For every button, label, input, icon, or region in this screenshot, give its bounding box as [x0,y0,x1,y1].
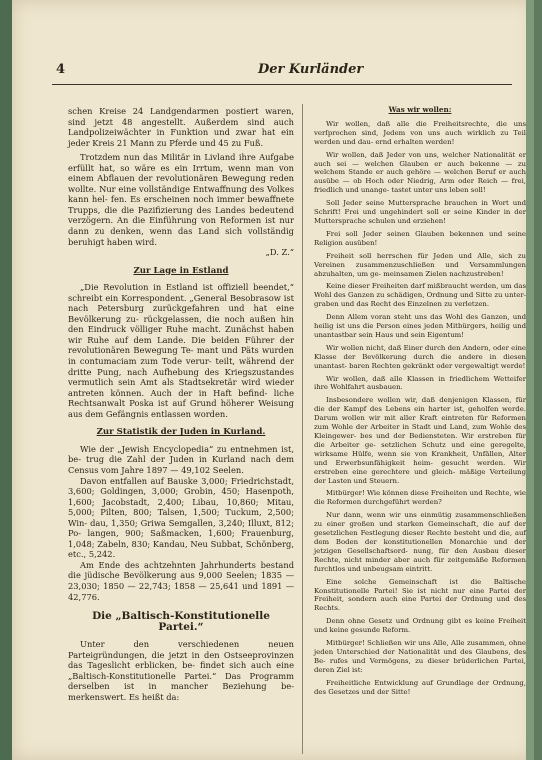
text-line: teilt, während der dritte Pung, nach Aufhebung des [68,356,294,377]
program-paragraph [314,151,526,196]
text-line: graben und das Recht des Einzelnen zu verletzen. [314,300,490,309]
text-line: wird wieder antreten können. Auch der in Haft befind- [68,377,295,398]
text-line: liche Rechtsanwalt Poska ist auf Grund höherer Weisung [68,387,295,409]
text-line: Mitbürger! Schließen wir uns Alle, Alle zusammen, ohne [326,639,526,648]
program-paragraph [314,511,526,573]
text-line: gesucht werden. Wir erstreben eine gerechtere und gleich- [314,458,526,476]
text-line: Trotzdem nun das Militär in Livland ihre Aufgabe [80,152,294,163]
left-column [68,106,294,702]
program-paragraph [314,199,526,226]
text-line: keine gesunde Reform. [329,626,411,635]
text-line: oder Niedrig, Arm oder Reich — frei, friedlich und unange- [314,177,526,195]
text-line: der Kampf des Lebens ein harter ist, geholfen werde. Darum [314,405,526,423]
text-line: schen Kreise 24 Landgendarmen postiert waren, sind jetzt [68,106,294,127]
text-line: Muttersprache schulen und erziehen! [314,216,446,225]
text-line: Wir wollen, daß alle die Freiheitsrechte, die uns verſprochen [314,119,526,137]
text-line: bes und der Bediensteten. Wir erstreben für die Arbeiter ge- [314,432,526,449]
text-line: zusammenzuschließen und Versammlungen abzuhalten, um ge- [314,260,526,278]
text-line: Pferde und 45 zu Fuß. [169,137,264,148]
text-line: Frei soll Jeder seinen Glauben bekennen und seine Religion [314,229,526,247]
header-rule [52,84,512,85]
right-column [314,106,526,696]
program-paragraph [314,617,526,635]
text-line: baren Rechten gekränkt oder vergewaltigt werde! [349,361,526,370]
article-paragraph [68,152,294,247]
text-line: Wie der „Jewish Encyclopedia“ zu entnehmen ist, be- [68,443,294,465]
text-line: tastet unter uns leben soll! [391,186,486,195]
text-line: 5,242. [88,549,116,560]
text-line: nung, für den Ausbau dieser Rechte, nicht minder aber auch [314,546,526,564]
program-paragraph [314,679,526,697]
article-paragraph [68,282,294,419]
text-line: Partei! Sie ist nicht nur eine Partei der Freiheit, sondern [314,586,526,604]
program-heading: Was wir wollen: [388,105,452,114]
text-line: rückgelassen, die noch außen hin den Eindruck völliger [68,313,295,335]
program-paragraph [314,489,526,507]
text-line: vom Jahre 1897 — 49,102 Seelen. [101,464,244,475]
article-paragraph [68,560,294,602]
article-heading-estland: Zur Lage in Estland [133,265,229,276]
text-line: wollen wir mit aller Kraft eintreten für Reformen zum Wohle [314,414,526,432]
text-line: die Pazifizierung des Landes bedeutend verzögern. An [68,204,295,226]
text-line: rufes und Vermögens, zu dieser brüderlichen Partei, deren [314,656,526,674]
article-heading-partei: Die „Baltisch-Konstitutionelle Partei.“ [92,610,270,633]
page-edge [526,0,534,760]
text-line: 5,000; Pilten, 800; Talsen, 1,500; Tuckum, 2,500; Win- [68,507,294,528]
article-paragraph [68,444,294,476]
text-line: Am Ende des achtzehnten Jahrhunderts bestand die [68,559,294,581]
text-line: Denn Allem voran steht uns das Wohl des Ganzen, und [326,313,526,322]
text-line: von Krankheit, Unfällen, Alter und Erwerbsunfähigkeit heim- [314,449,526,467]
text-line: Keine dieser Freiheiten darf mißbraucht werden, um das [326,282,526,291]
text-line: Freiheit soll herrschen für Jeden und Alle, sich zu Vereinen [314,251,526,269]
text-line: mant und Päts wurden in contumaciam zum Tode verur- [68,345,294,367]
text-line: schreibt ein Korrespondent. „General Besobrasow ist nach [68,292,294,314]
program-paragraph [314,282,526,309]
program-paragraph [314,375,526,393]
text-line: Wir wollen nicht, daß Einer durch den Andern, oder eine [326,343,526,352]
text-line: 1,600; Jacobstadt, 2,400; Libau, 10,860; Mitau, [68,496,294,507]
text-line: jetzt in den Ostseeprovinzen das Tageslicht erblicken, be- [68,649,294,671]
text-line: Abflauen der revolutionären Bewegung reden wollte. [68,173,295,194]
text-line: mäßige Verteilung der Lasten und Steuern. [314,467,526,485]
text-line: der Arbeiter in Stadt und Land, zum Wohle des Kleingewer- [314,423,526,440]
text-line: heilig ist uns die Person eines jeden Mitbürgers, heilig und [314,322,526,331]
text-line: sind, Jedem von uns auch wirklich zu Teil werden und dau- [314,128,526,146]
text-line: Wohlfahrt ausbauen. [330,383,403,392]
text-line: 3,600; Goldingen, 3,000; Grobin, 450; Hasenpoth, [68,486,294,497]
text-line: Wohl des Ganzen zu schädigen, Ordnung und Sitte zu unter- [314,291,526,300]
text-line: Nur eine vollständige Entwaffnung des Volkes kann hel- [68,183,294,205]
text-line: Wir wollen, daß alle Klassen in friedlichem Wetteifer ihre [314,374,526,392]
text-line: erfüllt hat, so wäre es ein Irrtum, wenn man von einem [68,162,294,184]
text-line: aus dem Gefängnis entlassen worden. [68,408,228,419]
page-number: 4 [56,62,66,77]
text-line: Kriegszustandes vermutlich sein Amt als Stadtsekretär [68,366,294,388]
article-paragraph [68,639,294,702]
article-paragraph [68,476,294,560]
text-line: Davon entfallen auf Bauske 3,000; Friedrichstadt, [80,475,294,486]
column-divider [302,104,303,754]
text-line: Schrift! Frei und ungehindert soll er seine Kinder in der [314,208,526,217]
text-line: Mitbürger! Wie können diese Freiheiten und Rechte, wie [326,489,526,498]
text-line: findet sich auch eine „Baltisch-Konstitutionelle Partei.“ [68,660,294,681]
text-line: setzlichen Schutz und eine geregelte, wirksame Hülfe, wenn sie [314,440,526,458]
text-line: 48 angestellt. Außerdem sind auch Landpolizeiwächter [68,116,294,138]
program-paragraph [314,252,526,279]
text-line: ernd erhalten werden! [375,137,455,146]
text-line: Denn ohne Gesetz und Ordnung gibt es keine Freiheit und [314,617,526,635]
text-line: Insbesondere wollen wir, daß denjenigen Klassen, für die [314,396,526,414]
text-line: Gesetzes und der Sitte! [328,687,411,696]
text-line: konstitutionellen Monarchie und der jetzigen Gesellschaftsord- [314,537,526,555]
text-line: jüdische Bevölkerung aus 9,000 Seelen; 1835 — 23,030; [68,570,294,591]
program-paragraph [314,120,526,147]
text-line: trug die Zahl der Juden in Kurland nach dem Census [68,454,294,475]
newspaper-page [12,0,534,760]
text-line: Das Programm derselben ist in mancher Beziehung be- [68,670,294,692]
program-paragraph [314,313,526,340]
source-signature: „D. Z.“ [265,247,294,258]
text-line: ausüben! [345,238,378,247]
text-line: Ziel ist: [336,665,363,674]
text-line: Unter den verschiedenen neuen Parteigründungen, die [68,639,294,660]
text-line: jeden Unterschied der Nationalität und des Glaubens, des Be- [314,647,526,665]
text-line: Zabeln, 830; Kandau, Neu Subbat, Schönberg, etc., [68,538,295,560]
text-line: in Funktion und zwar hat ein jeder Kreis 21 Mann zu [68,127,294,148]
text-line: auch eine Partei der Ordnung und des Rechts. [314,595,526,613]
text-line: für zeitgemäße Reformen furchtlos und unbeugsam eintritt. [314,555,526,573]
text-line: Wir wollen, daß Jeder von uns, welcher Nationalität er auch [314,150,526,168]
article-heading-statistik: Zur Statistik der Juden in Kurland. [96,427,266,438]
text-line: fen. Es erscheinen noch immer bewaffnete Trupps, die [68,194,295,215]
text-line: sei — welchen Glauben er auch bekenne — zu welchem Stande [314,159,526,177]
text-line: Soll Jeder seine Muttersprache brauchen in Wort und [326,199,526,208]
program-paragraph [314,396,526,485]
text-line: langen, 900; Saßmacken, 1,600; Frauenburg, 1,048; [68,528,294,549]
text-line: dau, 1,350; Griwa Semgallen, 3,240; Illuxt, 812; Po- [68,517,294,539]
text-line: merkenswert. Es heißt da: [68,691,180,702]
text-line: die Reformen durchgeführt werden? [314,498,442,507]
text-line: Ruhe macht. Zunächst haben wir Ruhe auf dem Lande. [68,324,295,345]
program-paragraph [314,578,526,614]
text-line: Festlegung dieser Rechte besteht und die, auf dem Boden der [314,529,526,546]
text-line: Eine solche Gemeinschaft ist die Baltische Konstitutionelle [314,577,526,595]
text-line: Petersburg zurückgefahren und hat eine Bevölkerung zu- [68,303,295,324]
text-line: er auch gehöre — welchen Beruf er auch ausübe — ob Hoch [314,168,526,186]
text-line: wenn das Land sich vollständig beruhigt haben wird. [68,226,294,247]
program-paragraph [314,230,526,248]
text-line: Die beiden Führer der revolutionären Bewegung Te- [68,334,294,356]
program-paragraph [314,639,526,675]
book-binding [0,0,12,760]
text-line: unantastbar sein Haus und sein Eigentum! [314,330,464,339]
text-line: meinsamen Zielen nachzustreben! [383,269,504,278]
running-title: Der Kurländer [258,62,364,77]
text-line: einer großen und starken Gemeinschaft, die auf der gesetzlichen [314,520,526,538]
text-line: Freiheitliche Entwicklung auf Grundlage der Ordnung, des [314,678,526,696]
program-paragraph [314,344,526,371]
text-line: Klasse der Bevölkerung durch die andere in diesen unantast- [314,352,526,370]
text-line: die Einführung von Reformen ist nur dann zu denken, [68,215,294,237]
text-line: „Die Revolution in Estland ist offiziell beendet,“ [80,282,294,293]
text-line: 1850 — 22,743; 1858 — 25,641 und 1891 — 42,776. [68,580,294,602]
text-line: Nur dann, wenn wir uns einmütig zusammenschließen zu [314,511,526,529]
article-paragraph [68,106,294,148]
